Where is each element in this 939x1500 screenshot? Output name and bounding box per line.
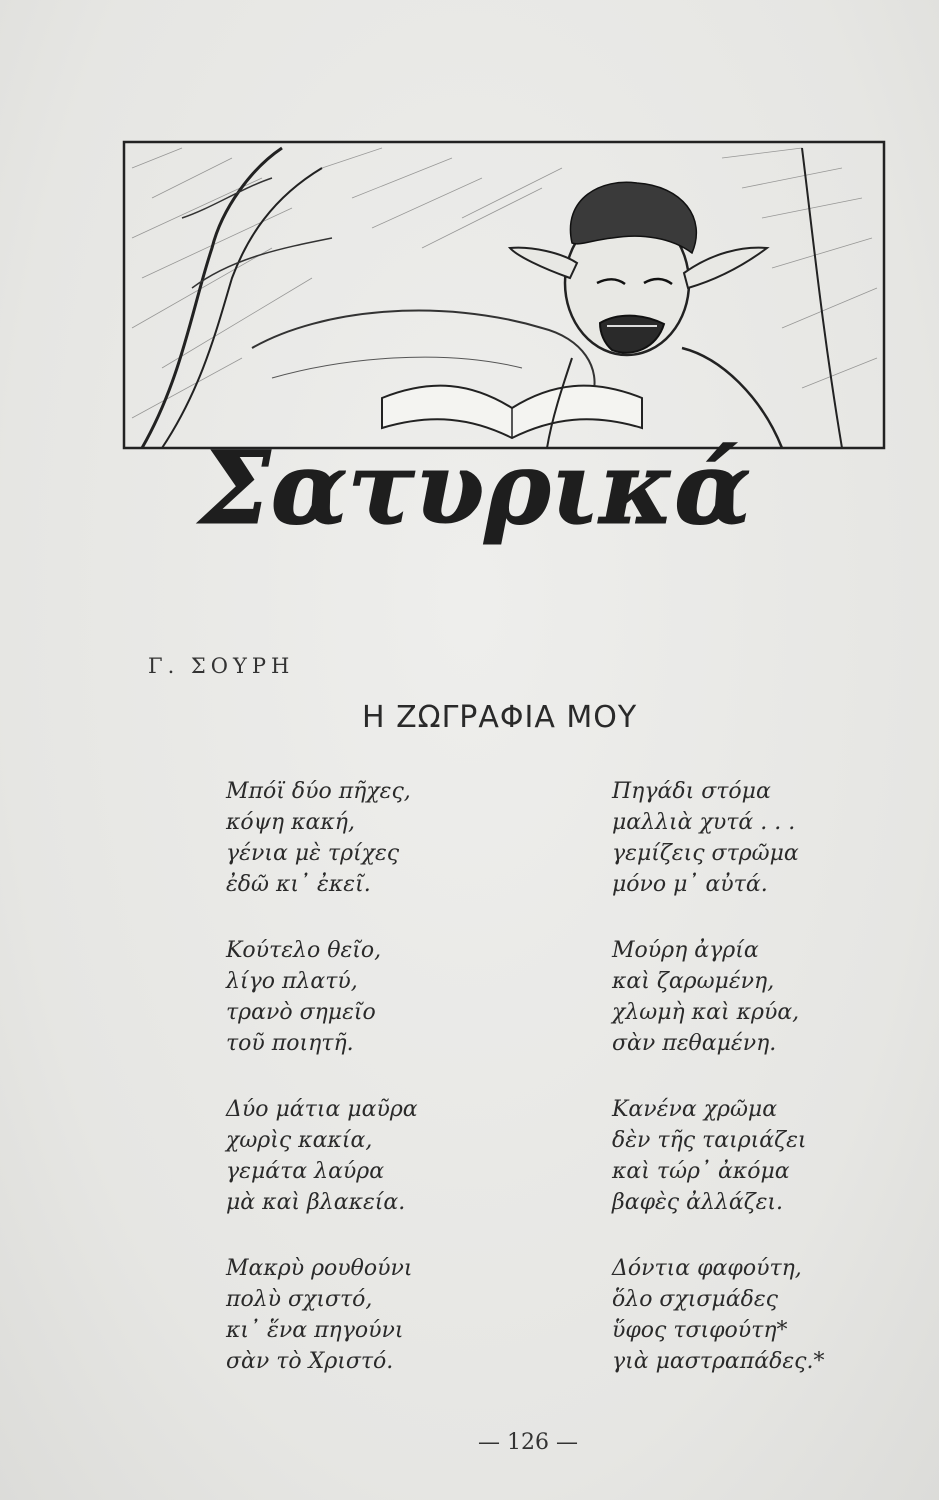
poem-line: Κανένα χρῶμα (612, 1097, 778, 1122)
poem-line: χωρὶς κακία, (226, 1128, 373, 1153)
page-number: — 126 — (478, 1430, 578, 1455)
stanza (226, 1094, 526, 1218)
stanza (226, 935, 526, 1059)
poem-line: καὶ ζαρωμένη, (612, 969, 775, 994)
poem-line: γιὰ μαστραπάδες.* (612, 1349, 825, 1374)
poem-line: μὰ καὶ βλακεία. (226, 1190, 406, 1215)
poem-line: Κούτελο θεῖο, (226, 938, 382, 963)
satyr-illustration (122, 128, 886, 450)
poem-line: Μακρὺ ρουθούνι (226, 1256, 413, 1281)
poem-line: ἐδῶ κι᾽ ἐκεῖ. (226, 872, 371, 897)
poem-line: καὶ τώρ᾽ ἀκόμα (612, 1159, 790, 1184)
poem-line: Μούρη ἀγρία (612, 938, 759, 963)
poem-line: μόνο μ᾽ αὐτά. (612, 872, 768, 897)
poem-line: δὲν τῆς ταιριάζει (612, 1128, 807, 1153)
poem-line: κι᾽ ἕνα πηγούνι (226, 1318, 404, 1343)
stanza (226, 776, 526, 900)
poem-line: τοῦ ποιητῆ. (226, 1031, 354, 1056)
poem-line: Δύο μάτια μαῦρα (226, 1097, 418, 1122)
stanza (612, 1094, 912, 1218)
poem-line: κόψη κακή, (226, 810, 355, 835)
poem-line: σὰν πεθαμένη. (612, 1031, 777, 1056)
poem-line: γένια μὲ τρίχες (226, 841, 400, 866)
poem-line: τρανὸ σημεῖο (226, 1000, 376, 1025)
poem-line: χλωμὴ καὶ κρύα, (612, 1000, 800, 1025)
section-title-script (190, 418, 790, 558)
poem-line: Μπόϊ δύο πῆχες, (226, 779, 411, 804)
stanza (612, 776, 912, 900)
poem-line: μαλλιὰ χυτά . . . (612, 810, 796, 835)
stanza (612, 1253, 912, 1377)
section-title-text: Σατυρικά (200, 429, 752, 547)
poem-line: λίγο πλατύ, (226, 969, 358, 994)
author-name: Γ. ΣΟΥΡΗ (148, 654, 295, 678)
poem-line: βαφὲς ἀλλάζει. (612, 1190, 784, 1215)
poem-line: ὕφος τσιφούτη* (612, 1318, 788, 1343)
poem-title: Η ΖΩΓΡΑΦΙΑ ΜΟΥ (362, 700, 638, 735)
stanza (612, 935, 912, 1059)
poem-line: Δόντια φαφούτη, (612, 1256, 802, 1281)
poem-line: πολὺ σχιστό, (226, 1287, 373, 1312)
poem-line: Πηγάδι στόμα (612, 779, 771, 804)
poem-left-column (226, 776, 526, 1412)
poem-line: γεμάτα λαύρα (226, 1159, 385, 1184)
poem-right-column (612, 776, 912, 1412)
poem-line: σὰν τὸ Χριστό. (226, 1349, 394, 1374)
stanza (226, 1253, 526, 1377)
poem-line: γεμίζεις στρῶμα (612, 841, 799, 866)
poem-line: ὅλο σχισμάδες (612, 1287, 778, 1312)
